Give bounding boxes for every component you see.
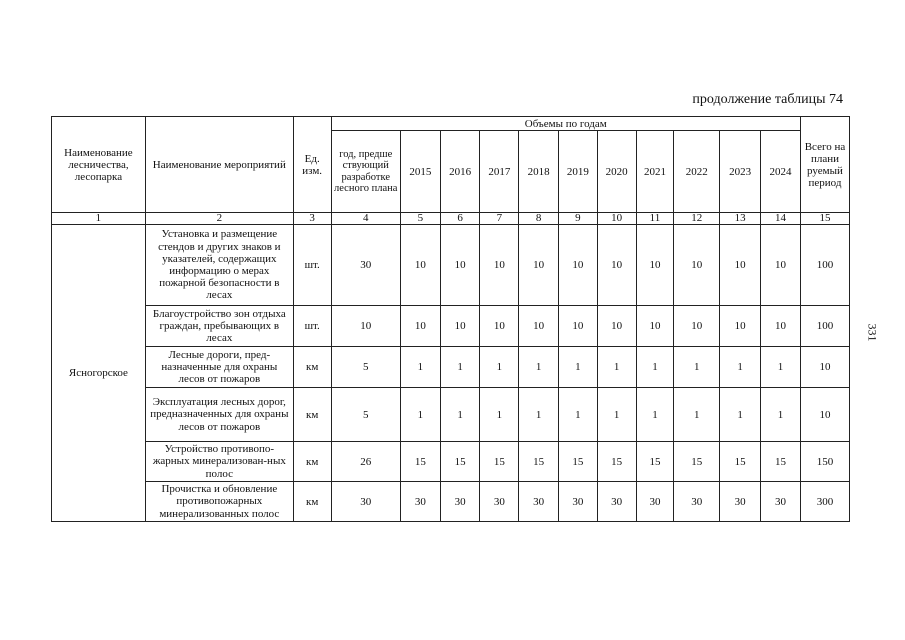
year-cell: 15	[720, 442, 761, 482]
header-prev-year: год, предше ствующий разработке лесного плана	[331, 131, 400, 213]
year-cell: 1	[674, 347, 720, 388]
year-cell: 30	[597, 482, 636, 522]
prev-year-cell: 26	[331, 442, 400, 482]
activity-cell: Эксплуатация лесных дорог, предназначенных для охраны лесов от пожаров	[145, 388, 293, 442]
total-cell: 150	[800, 442, 849, 482]
column-number: 4	[331, 213, 400, 225]
column-number: 13	[720, 213, 761, 225]
year-cell: 1	[559, 388, 598, 442]
column-number: 11	[636, 213, 674, 225]
header-year: 2019	[559, 131, 598, 213]
year-cell: 10	[636, 306, 674, 347]
column-number: 2	[145, 213, 293, 225]
activities-table	[51, 116, 850, 522]
year-cell: 30	[440, 482, 480, 522]
column-number: 7	[480, 213, 519, 225]
year-cell: 10	[720, 306, 761, 347]
unit-cell: км	[293, 482, 331, 522]
year-cell: 1	[761, 347, 801, 388]
year-cell: 1	[400, 388, 440, 442]
year-cell: 1	[761, 388, 801, 442]
year-cell: 10	[400, 225, 440, 306]
activity-cell: Прочистка и обновление противопожарных минерализованных полос	[145, 482, 293, 522]
unit-cell: км	[293, 442, 331, 482]
year-cell: 30	[761, 482, 801, 522]
header-year: 2023	[720, 131, 761, 213]
year-cell: 30	[636, 482, 674, 522]
total-cell: 100	[800, 306, 849, 347]
column-number: 3	[293, 213, 331, 225]
year-cell: 10	[720, 225, 761, 306]
year-cell: 10	[400, 306, 440, 347]
year-cell: 30	[519, 482, 559, 522]
activity-cell: Устройство противопо-жарных минерализован-ных полос	[145, 442, 293, 482]
year-cell: 15	[559, 442, 598, 482]
unit-cell: км	[293, 347, 331, 388]
year-cell: 10	[440, 306, 480, 347]
year-cell: 1	[480, 388, 519, 442]
activity-cell: Лесные дороги, пред-назначенные для охраны лесов от пожаров	[145, 347, 293, 388]
header-year: 2018	[519, 131, 559, 213]
total-cell: 100	[800, 225, 849, 306]
year-cell: 1	[400, 347, 440, 388]
year-cell: 1	[440, 388, 480, 442]
prev-year-cell: 30	[331, 225, 400, 306]
year-cell: 1	[559, 347, 598, 388]
year-cell: 10	[597, 306, 636, 347]
header-year: 2015	[400, 131, 440, 213]
forestry-name: Ясногорское	[52, 225, 146, 522]
year-cell: 15	[597, 442, 636, 482]
header-year: 2016	[440, 131, 480, 213]
column-number: 6	[440, 213, 480, 225]
year-cell: 10	[519, 225, 559, 306]
table-row	[52, 482, 850, 522]
column-number: 12	[674, 213, 720, 225]
year-cell: 15	[440, 442, 480, 482]
header-unit: Ед. изм.	[293, 117, 331, 213]
header-year: 2022	[674, 131, 720, 213]
year-cell: 10	[440, 225, 480, 306]
table-row	[52, 306, 850, 347]
year-cell: 10	[674, 306, 720, 347]
header-volumes: Объемы по годам	[331, 117, 800, 131]
year-cell: 1	[636, 347, 674, 388]
header-total: Всего на плани руемый период	[800, 117, 849, 213]
total-cell: 300	[800, 482, 849, 522]
year-cell: 1	[519, 388, 559, 442]
year-cell: 10	[761, 306, 801, 347]
year-cell: 15	[400, 442, 440, 482]
header-year: 2017	[480, 131, 519, 213]
year-cell: 10	[674, 225, 720, 306]
table-caption: продолжение таблицы 74	[692, 92, 843, 107]
column-number: 9	[559, 213, 598, 225]
header-activity: Наименование мероприятий	[145, 117, 293, 213]
year-cell: 10	[559, 306, 598, 347]
year-cell: 10	[636, 225, 674, 306]
prev-year-cell: 5	[331, 388, 400, 442]
year-cell: 30	[674, 482, 720, 522]
year-cell: 15	[480, 442, 519, 482]
year-cell: 10	[480, 306, 519, 347]
activity-cell: Благоустройство зон отдыха граждан, пребывающих в лесах	[145, 306, 293, 347]
header-year: 2024	[761, 131, 801, 213]
column-number: 15	[800, 213, 849, 225]
year-cell: 1	[480, 347, 519, 388]
year-cell: 10	[761, 225, 801, 306]
year-cell: 1	[720, 347, 761, 388]
unit-cell: шт.	[293, 306, 331, 347]
table-row	[52, 388, 850, 442]
column-number: 14	[761, 213, 801, 225]
table-row	[52, 442, 850, 482]
column-number: 8	[519, 213, 559, 225]
column-number: 5	[400, 213, 440, 225]
year-cell: 10	[480, 225, 519, 306]
header-year: 2021	[636, 131, 674, 213]
year-cell: 30	[480, 482, 519, 522]
year-cell: 30	[400, 482, 440, 522]
year-cell: 1	[720, 388, 761, 442]
year-cell: 1	[597, 388, 636, 442]
year-cell: 1	[440, 347, 480, 388]
header-forestry: Наименование лесничества, лесопарка	[52, 117, 146, 213]
prev-year-cell: 30	[331, 482, 400, 522]
year-cell: 10	[597, 225, 636, 306]
year-cell: 1	[636, 388, 674, 442]
column-number: 10	[597, 213, 636, 225]
table-row	[52, 347, 850, 388]
column-number: 1	[52, 213, 146, 225]
year-cell: 15	[519, 442, 559, 482]
year-cell: 10	[559, 225, 598, 306]
year-cell: 10	[519, 306, 559, 347]
year-cell: 30	[720, 482, 761, 522]
activity-cell: Установка и размещение стендов и других знаков и указателей, содержащих информацию о мерах пожарной безопасности в лесах	[145, 225, 293, 306]
year-cell: 1	[519, 347, 559, 388]
unit-cell: км	[293, 388, 331, 442]
column-number-row	[52, 213, 850, 225]
year-cell: 1	[674, 388, 720, 442]
prev-year-cell: 10	[331, 306, 400, 347]
year-cell: 15	[674, 442, 720, 482]
prev-year-cell: 5	[331, 347, 400, 388]
year-cell: 30	[559, 482, 598, 522]
unit-cell: шт.	[293, 225, 331, 306]
table-row	[52, 225, 850, 306]
year-cell: 15	[636, 442, 674, 482]
header-year: 2020	[597, 131, 636, 213]
year-cell: 15	[761, 442, 801, 482]
page-number: 331	[865, 323, 880, 342]
total-cell: 10	[800, 388, 849, 442]
year-cell: 1	[597, 347, 636, 388]
total-cell: 10	[800, 347, 849, 388]
